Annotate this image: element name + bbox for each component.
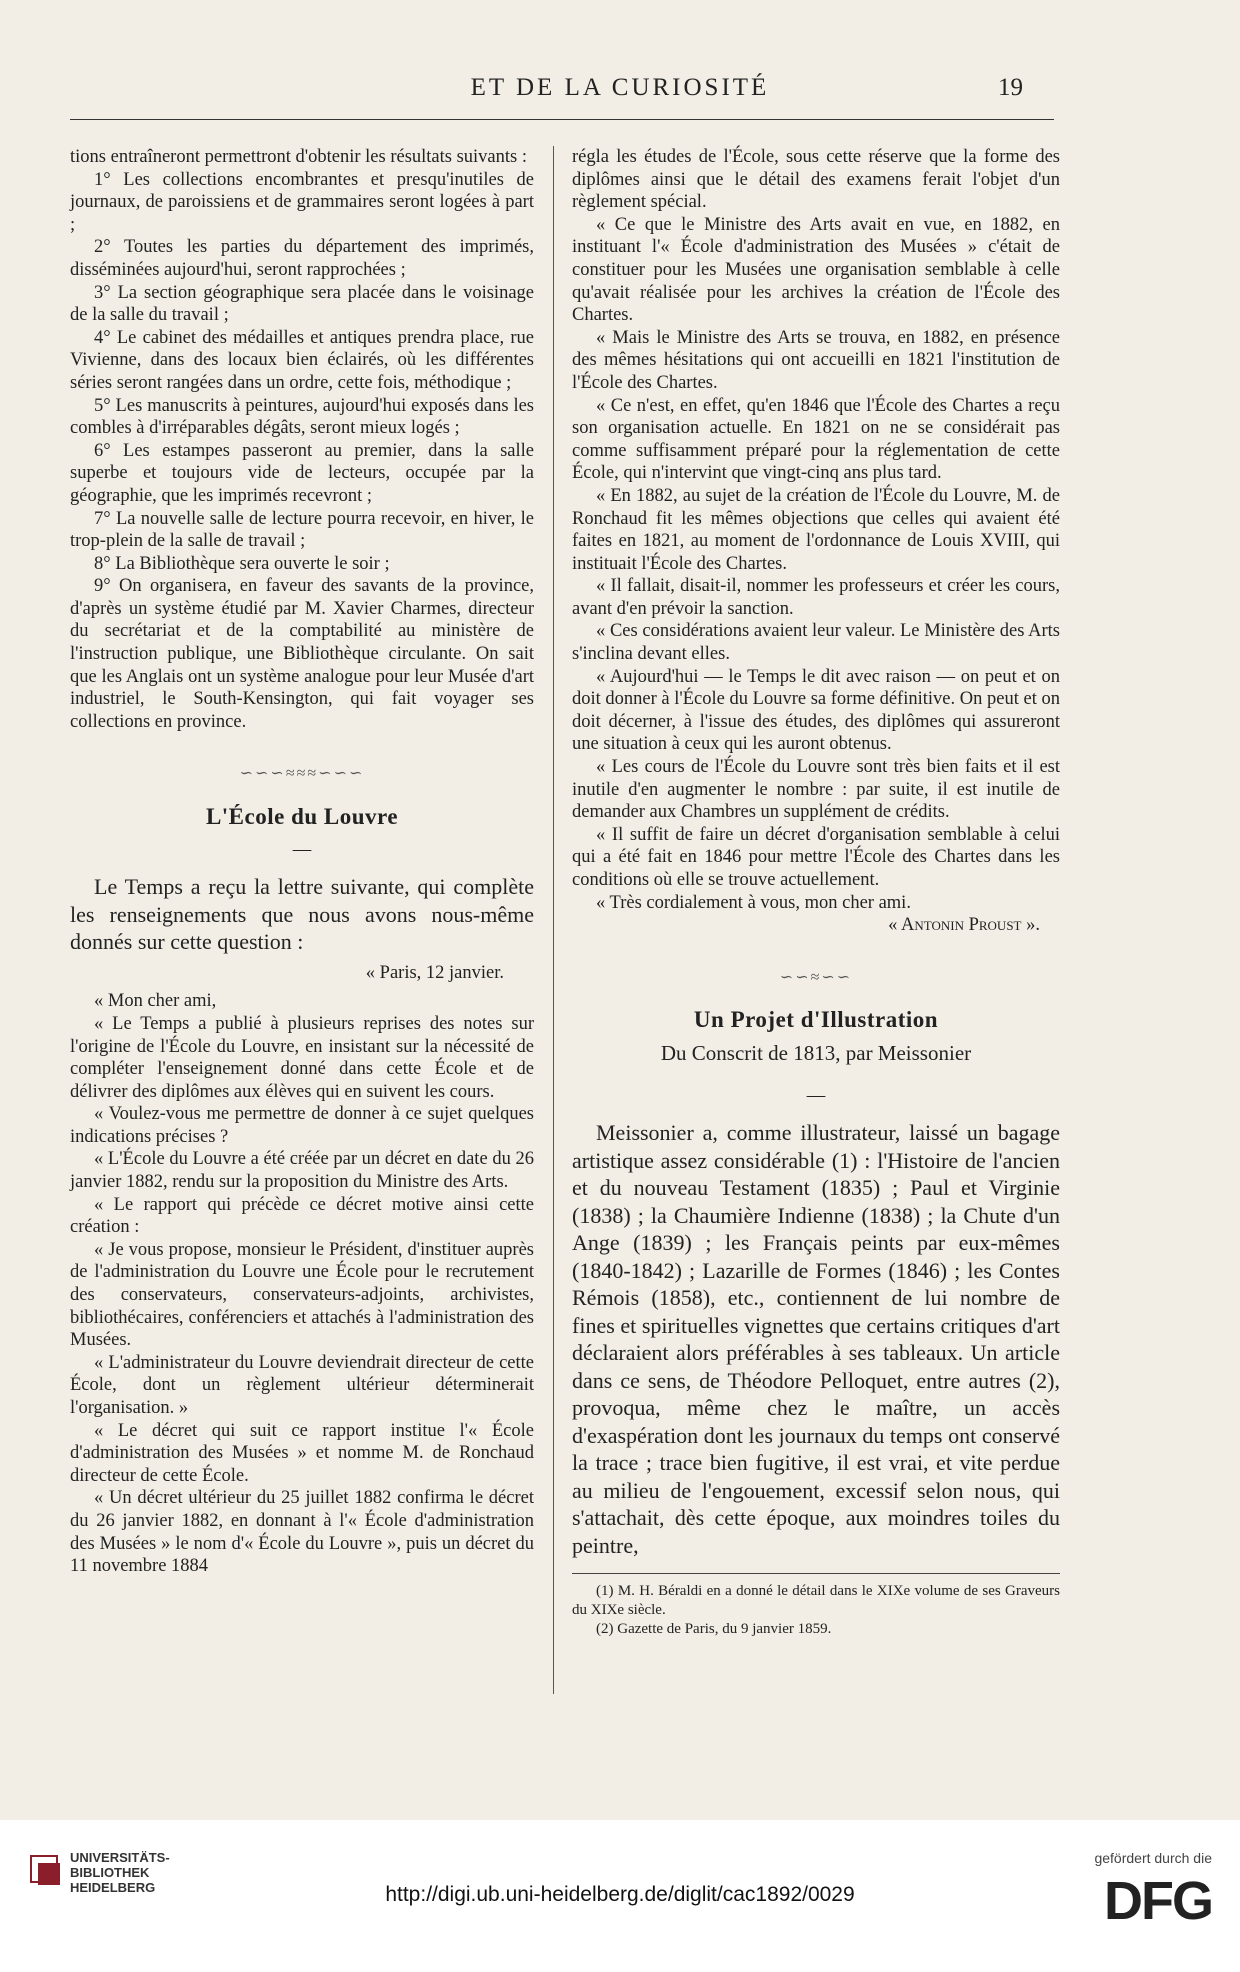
list-item: 9° On organisera, en faveur des savants de la province, d'après un système étudié par M. Xavier Charmes, directeur du secrétariat et de la comptabilité au ministère de l'instruction publique, une Bibliothèque circulante. On sait que les Anglais ont un système analogue pour leur Musée d'art industriel, le South-Kensington, qui fait voyager ses collections en province. [70,576,534,732]
list-item: 3° La section géographique sera placée dans le voisinage de la salle du travail ; [70,282,534,326]
paragraph: « Ces considérations avaient leur valeur. Le Ministère des Arts s'inclina devant elles. [572,621,1060,665]
section-dash: — [806,1085,826,1106]
source-url-link[interactable]: http://digi.ub.uni-heidelberg.de/diglit/cac1892/0029 [385,1883,855,1906]
list-item: 7° La nouvelle salle de lecture pourra recevoir, en hiver, le trop-plein de la salle de travail ; [70,508,534,552]
paragraph: « Très cordialement à vous, mon cher ami. [596,892,911,913]
dateline: « Paris, 12 janvier. [365,962,504,983]
article-body: Meissonier a, comme illustrateur, laissé un bagage artistique assez considérable (1) : l'Histoire de l'ancien et du nouveau Testament (1835) ; Paul et Virginie (1838) ; la Chaumière Indienne (1838) ; la Chute d'un Ange (1839) ; les Français peints par eux-mêmes (1840-1842) ; Lazarille de Formes (1846) ; les Contes Rémois (1858), etc., contiennent de lui nombre de fines et spirituelles vignettes que certains critiques d'art déclaraient alors préférables à ses tableaux. Un article dans ce sens, de Théodore Pelloquet, entre autres (2), provoqua, même chez le maître, un accès d'exaspération dont les journaux du temps ont conservé la trace ; trace bien fugitive, il est vrai, et vite perdue au milieu de l'engouement, excessif selon nous, qui s'attachait, dès cette époque, aux moindres toiles du peintre, [572,1120,1060,1558]
letter-paragraph: « Le rapport qui précède ce décret motive ainsi cette création : [70,1194,534,1238]
left-column [70,146,534,1578]
list-item: 6° Les estampes passeront au premier, dans la salle superbe et toujours vide de lecteurs, occupée par la géographie, que les imprimés recevront ; [70,440,534,506]
ornament-divider: ∽∽∽≈≈≈∽∽∽ [239,765,365,783]
footnote-rule [572,1573,1060,1574]
letter-paragraph: « Un décret ultérieur du 25 juillet 1882 confirma le décret du 26 janvier 1882, en donnant à l'« École d'administration des Musées » le nom d'« École du Louvre », puis un décret du 11 novembre 1884 [70,1488,534,1577]
paragraph: « En 1882, au sujet de la création de l'École du Louvre, M. de Ronchaud fit les mêmes objections que celles qui avaient été faites en 1821, au moment de l'ordonnance de Louis XVIII, qui instituait l'École des Chartes. [572,485,1060,574]
letter-paragraph: « Je vous propose, monsieur le Président, d'instituer auprès de l'administration du Louvre une École pour le recrutement des conservateurs, conservateurs-adjoints, archivistes, bibliothécaires, conférenciers et attachés à l'administration des Musées. [70,1239,534,1351]
paragraph: « Il suffit de faire un décret d'organisation semblable à celui qui a été fait en 1846 pour mettre l'École des Chartes dans les conditions où elle se trouve actuellement. [572,824,1060,890]
section-dash: — [292,839,312,860]
intro-paragraph: Le Temps a reçu la lettre suivante, qui complète les renseignements que nous avons nous-même donnés sur cette question : [70,874,534,955]
paragraph: tions entraîneront permettront d'obtenir les résultats suivants : [70,147,527,167]
paragraph: « Ce n'est, en effet, qu'en 1846 que l'École des Chartes a reçu son organisation actuelle. En 1821 on ne se considérait pas comme suffisamment préparé pour la réglementation de cette École, qui n'intervint que vingt-cinq ans plus tard. [572,395,1060,484]
list-item: 1° Les collections encombrantes et presqu'inutiles de journaux, de paroissiens et de grammaires seront logées à part ; [70,169,534,235]
footnote: (1) M. H. Béraldi en a donné le détail dans le XIXe volume de ses Graveurs du XIXe siècle. [572,1583,1060,1619]
letter-paragraph: « L'École du Louvre a été créée par un décret en date du 26 janvier 1882, rendu sur la proposition du Ministre des Arts. [70,1149,534,1193]
paragraph: « Ce que le Ministre des Arts avait en vue, en 1882, en instituant l'« École d'administration des Musées » c'était de constituer pour les Musées une organisation semblable à celle qu'avait réalisée pour les archives la création de l'École des Chartes. [572,214,1060,326]
page-number: 19 [998,74,1023,101]
letter-paragraph: « L'administrateur du Louvre deviendrait directeur de cette École, dont un règlement ultérieur déterminerait l'organisation. » [70,1352,534,1418]
signature: « Antonin Proust ». [888,915,1040,936]
dfg-logo: DFG [1104,1871,1212,1931]
paragraph: « Les cours de l'École du Louvre sont très bien faits et il est inutile d'en augmenter le nombre : par suite, il est inutile de demander aux Chambres un supplément de crédits. [572,757,1060,823]
footnote: (2) Gazette de Paris, du 9 janvier 1859. [596,1621,832,1638]
list-item: 2° Toutes les parties du département des imprimés, disséminées aujourd'hui, seront rapprochées ; [70,237,534,280]
letter-paragraph: « Le décret qui suit ce rapport institue l'« École d'administration des Musées » et nomme M. de Ronchaud directeur de cette École. [70,1420,534,1486]
letter-paragraph: « Le Temps a publié à plusieurs reprises des notes sur l'origine de l'École du Louvre, en insistant sur la nécessité de compléter l'enseignement donné dans cette École et de délivrer des diplômes aux élèves qui en suivent les cours. [70,1013,534,1102]
paragraph: « Mais le Ministre des Arts se trouva, en 1882, en présence des mêmes hésitations qui ont accueilli en 1821 l'institution de l'École des Chartes. [572,327,1060,393]
right-column [572,146,1060,1639]
header-rule [70,119,1054,120]
section-title: L'École du Louvre [205,804,399,830]
letter-paragraph: « Mon cher ami, [94,991,217,1012]
paragraph: régla les études de l'École, sous cette réserve que la forme des diplômes ainsi que le détail des examens ferait l'objet d'un règlement spécial. [572,147,1060,213]
list-item: 5° Les manuscrits à peintures, aujourd'hui exposés dans les combles à d'irréparables dégâts, seront mieux logés ; [70,395,534,439]
section-subtitle: Du Conscrit de 1813, par Meissonier [660,1040,972,1065]
library-name: UNIVERSITÄTS- BIBLIOTHEK HEIDELBERG [70,1850,170,1895]
column-rule [553,146,554,1694]
viewer-footer [0,1820,1240,1972]
paragraph: « Aujourd'hui — le Temps le dit avec raison — on peut et on doit donner à l'École du Louvre sa forme définitive. On peut et on doit décerner, à l'issue des études, des diplômes qui assureront une situation à ceux qui les auront obtenus. [572,666,1060,755]
list-item: 4° Le cabinet des médailles et antiques prendra place, rue Vivienne, dans des locaux bien éclairés, où les différentes séries seront rangées dans un ordre, cette fois, méthodique ; [70,327,534,393]
running-header: ET DE LA CURIOSITÉ [470,74,770,101]
section-title: Un Projet d'Illustration [693,1007,939,1033]
list-item: 8° La Bibliothèque sera ouverte le soir ; [94,553,390,574]
letter-paragraph: « Voulez-vous me permettre de donner à ce sujet quelques indications précises ? [70,1104,534,1147]
ornament-divider: ∽∽≈∽∽ [779,968,853,986]
sponsor-text: gefördert durch die [1094,1850,1212,1866]
paragraph: « Il fallait, disait-il, nommer les professeurs et créer les cours, avant d'en prévoir la sanction. [572,576,1060,619]
library-logo-icon-inner [38,1863,60,1885]
